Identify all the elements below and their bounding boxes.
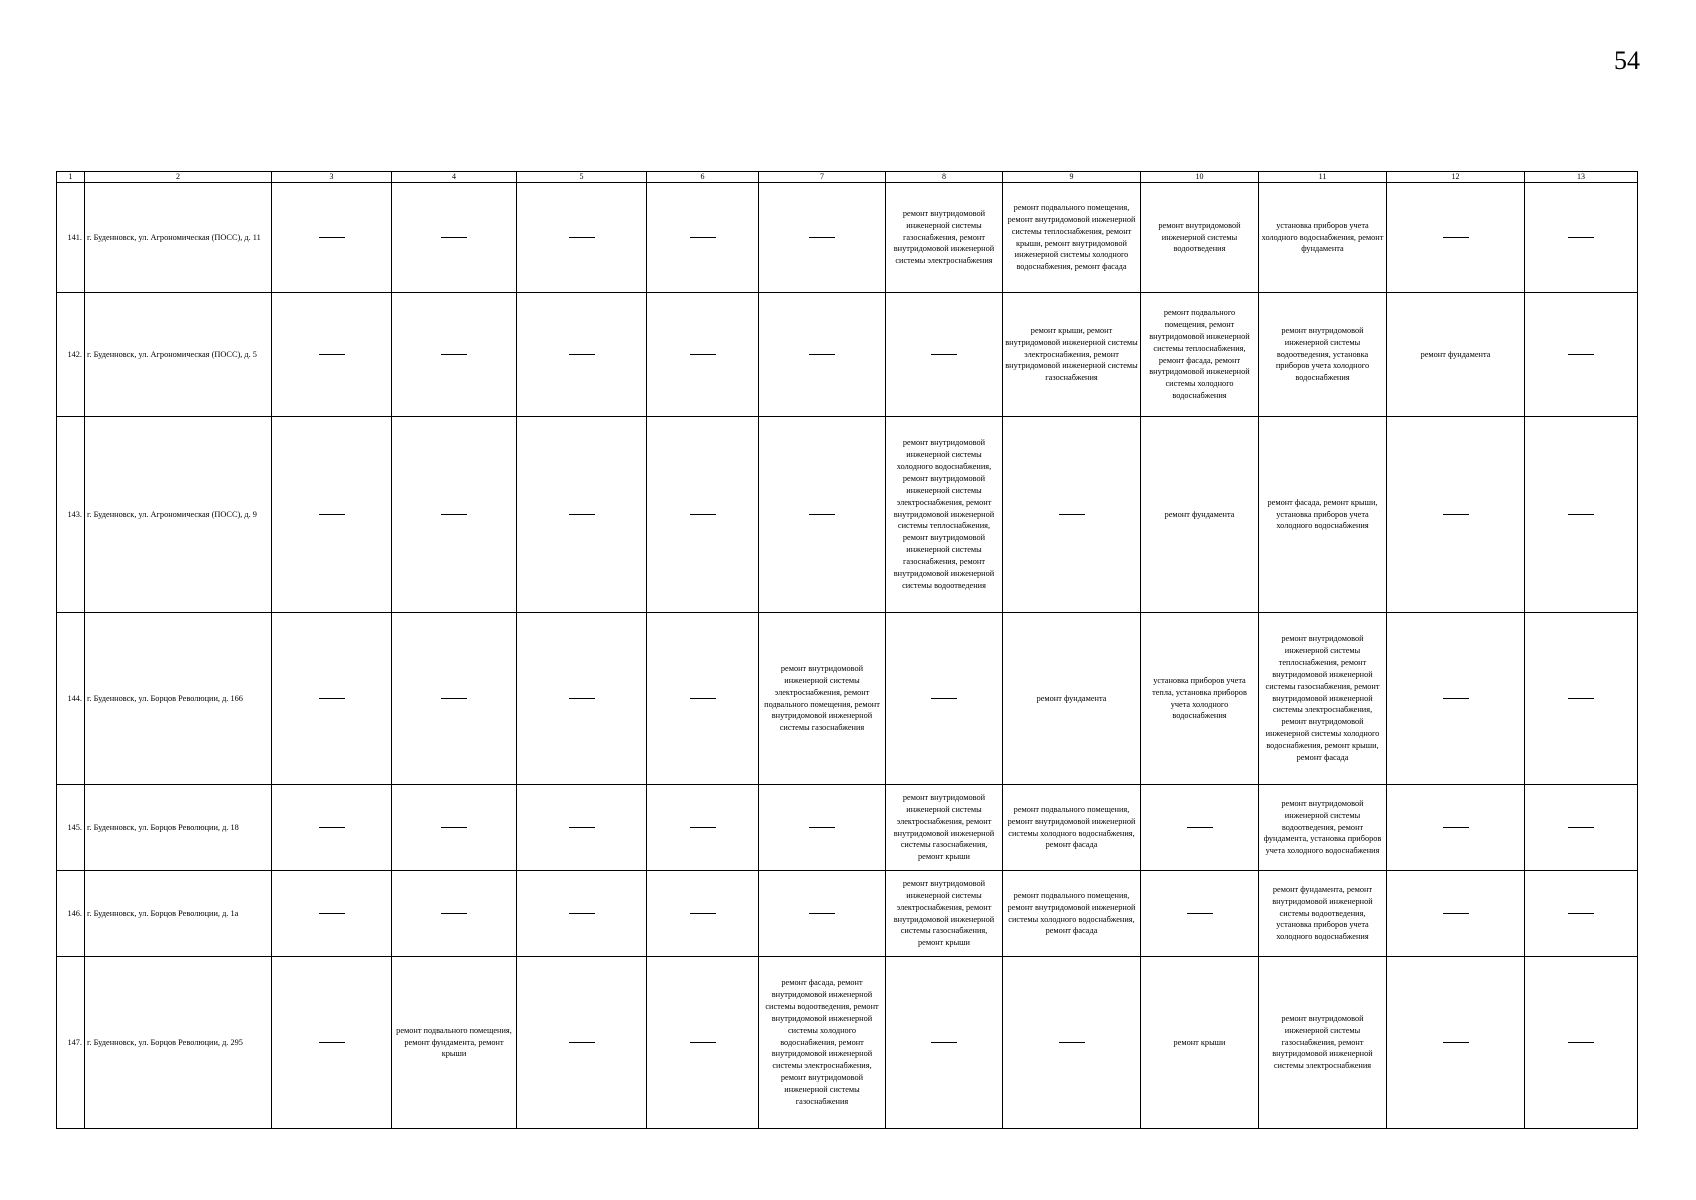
dash-mark <box>1187 827 1213 828</box>
dash-mark <box>931 354 957 355</box>
empty-cell <box>1387 957 1525 1129</box>
empty-cell <box>1525 293 1638 417</box>
column-number: 8 <box>886 172 1003 183</box>
column-number: 4 <box>392 172 517 183</box>
column-number-row <box>57 172 1638 183</box>
empty-cell <box>1387 183 1525 293</box>
work-cell: ремонт внутридомовой инженерной системы теплоснабжения, ремонт внутридомовой инженерной системы газоснабжения, ремонт внутридомовой инженерной системы электроснабжения, ремонт внутридомовой инженерной системы холодного водоснабжения, ремонт крыши, ремонт фасада <box>1259 613 1387 785</box>
table-row <box>57 293 1638 417</box>
empty-cell <box>759 871 886 957</box>
empty-cell <box>1387 417 1525 613</box>
work-cell: установка приборов учета холодного водоснабжения, ремонт фундамента <box>1259 183 1387 293</box>
empty-cell <box>759 183 886 293</box>
row-number: 145. <box>57 785 85 871</box>
dash-mark <box>319 237 345 238</box>
column-number: 6 <box>647 172 759 183</box>
dash-mark <box>690 354 716 355</box>
dash-mark <box>441 698 467 699</box>
empty-cell <box>1525 871 1638 957</box>
empty-cell <box>392 417 517 613</box>
empty-cell <box>517 785 647 871</box>
repair-schedule-table <box>56 171 1638 1129</box>
empty-cell <box>1525 417 1638 613</box>
work-cell: ремонт внутридомовой инженерной системы холодного водоснабжения, ремонт внутридомовой инженерной системы электроснабжения, ремонт внутридомовой инженерной системы теплоснабжения, ремонт внутридомовой инженерной системы газоснабжения, ремонт внутридомовой инженерной системы водоотведения <box>886 417 1003 613</box>
empty-cell <box>392 785 517 871</box>
row-number: 142. <box>57 293 85 417</box>
address-cell: г. Буденновск, ул. Борцов Революции, д. 1а <box>85 871 272 957</box>
dash-mark <box>809 827 835 828</box>
dash-mark <box>319 827 345 828</box>
dash-mark <box>569 514 595 515</box>
dash-mark <box>931 1042 957 1043</box>
dash-mark <box>569 1042 595 1043</box>
dash-mark <box>1059 514 1085 515</box>
empty-cell <box>272 293 392 417</box>
empty-cell <box>759 785 886 871</box>
empty-cell <box>517 871 647 957</box>
row-number: 141. <box>57 183 85 293</box>
empty-cell <box>392 293 517 417</box>
table-row <box>57 785 1638 871</box>
work-cell: ремонт фундамента, ремонт внутридомовой инженерной системы водоотведения, установка приборов учета холодного водоснабжения <box>1259 871 1387 957</box>
row-number: 143. <box>57 417 85 613</box>
dash-mark <box>690 698 716 699</box>
empty-cell <box>1141 785 1259 871</box>
empty-cell <box>1525 613 1638 785</box>
address-cell: г. Буденновск, ул. Агрономическая (ПОСС), д. 11 <box>85 183 272 293</box>
dash-mark <box>1568 354 1594 355</box>
dash-mark <box>569 827 595 828</box>
work-cell: ремонт крыши, ремонт внутридомовой инженерной системы электроснабжения, ремонт внутридомовой инженерной системы газоснабжения <box>1003 293 1141 417</box>
column-number: 11 <box>1259 172 1387 183</box>
work-cell: ремонт подвального помещения, ремонт внутридомовой инженерной системы теплоснабжения, ремонт крыши, ремонт внутридомовой инженерной системы холодного водоснабжения, ремонт фасада <box>1003 183 1141 293</box>
dash-mark <box>809 514 835 515</box>
dash-mark <box>569 913 595 914</box>
empty-cell <box>272 957 392 1129</box>
work-cell: ремонт внутридомовой инженерной системы водоотведения, установка приборов учета холодного водоснабжения <box>1259 293 1387 417</box>
work-cell: ремонт внутридомовой инженерной системы водоотведения <box>1141 183 1259 293</box>
work-cell: ремонт фундамента <box>1387 293 1525 417</box>
empty-cell <box>272 613 392 785</box>
work-cell: ремонт внутридомовой инженерной системы газоснабжения, ремонт внутридомовой инженерной системы электроснабжения <box>1259 957 1387 1129</box>
work-cell: ремонт внутридомовой инженерной системы водоотведения, ремонт фундамента, установка приборов учета холодного водоснабжения <box>1259 785 1387 871</box>
empty-cell <box>1525 785 1638 871</box>
dash-mark <box>441 827 467 828</box>
table-row <box>57 871 1638 957</box>
work-cell: ремонт подвального помещения, ремонт внутридомовой инженерной системы холодного водоснабжения, ремонт фасада <box>1003 785 1141 871</box>
dash-mark <box>690 1042 716 1043</box>
empty-cell <box>1525 183 1638 293</box>
row-number: 146. <box>57 871 85 957</box>
address-cell: г. Буденновск, ул. Борцов Революции, д. 295 <box>85 957 272 1129</box>
dash-mark <box>1059 1042 1085 1043</box>
work-cell: ремонт внутридомовой инженерной системы электроснабжения, ремонт внутридомовой инженерной системы газоснабжения, ремонт крыши <box>886 785 1003 871</box>
empty-cell <box>759 293 886 417</box>
dash-mark <box>319 1042 345 1043</box>
dash-mark <box>1443 1042 1469 1043</box>
column-number: 12 <box>1387 172 1525 183</box>
empty-cell <box>272 785 392 871</box>
work-cell: ремонт подвального помещения, ремонт фундамента, ремонт крыши <box>392 957 517 1129</box>
row-number: 144. <box>57 613 85 785</box>
empty-cell <box>517 417 647 613</box>
column-number: 3 <box>272 172 392 183</box>
column-number: 10 <box>1141 172 1259 183</box>
empty-cell <box>886 957 1003 1129</box>
work-cell: ремонт внутридомовой инженерной системы электроснабжения, ремонт подвального помещения, ремонт внутридомовой инженерной системы газоснабжения <box>759 613 886 785</box>
dash-mark <box>1568 827 1594 828</box>
address-cell: г. Буденновск, ул. Борцов Революции, д. 18 <box>85 785 272 871</box>
dash-mark <box>809 354 835 355</box>
work-cell: ремонт внутридомовой инженерной системы газоснабжения, ремонт внутридомовой инженерной системы электроснабжения <box>886 183 1003 293</box>
empty-cell <box>886 293 1003 417</box>
empty-cell <box>647 785 759 871</box>
work-cell: ремонт внутридомовой инженерной системы электроснабжения, ремонт внутридомовой инженерной системы газоснабжения, ремонт крыши <box>886 871 1003 957</box>
empty-cell <box>272 417 392 613</box>
work-cell: ремонт крыши <box>1141 957 1259 1129</box>
empty-cell <box>647 871 759 957</box>
work-cell: ремонт подвального помещения, ремонт внутридомовой инженерной системы холодного водоснабжения, ремонт фасада <box>1003 871 1141 957</box>
work-cell: ремонт фундамента <box>1141 417 1259 613</box>
dash-mark <box>569 237 595 238</box>
dash-mark <box>319 354 345 355</box>
empty-cell <box>392 613 517 785</box>
dash-mark <box>690 237 716 238</box>
work-cell: ремонт фасада, ремонт крыши, установка приборов учета холодного водоснабжения <box>1259 417 1387 613</box>
empty-cell <box>647 417 759 613</box>
empty-cell <box>1003 957 1141 1129</box>
empty-cell <box>1387 785 1525 871</box>
empty-cell <box>272 871 392 957</box>
dash-mark <box>441 354 467 355</box>
table-row <box>57 613 1638 785</box>
empty-cell <box>1387 613 1525 785</box>
dash-mark <box>569 354 595 355</box>
empty-cell <box>517 613 647 785</box>
empty-cell <box>392 183 517 293</box>
page-number: 54 <box>1614 46 1640 75</box>
empty-cell <box>647 613 759 785</box>
work-cell: ремонт фундамента <box>1003 613 1141 785</box>
empty-cell <box>517 293 647 417</box>
dash-mark <box>690 913 716 914</box>
column-number: 13 <box>1525 172 1638 183</box>
dash-mark <box>1568 237 1594 238</box>
dash-mark <box>319 514 345 515</box>
dash-mark <box>1568 1042 1594 1043</box>
table-row <box>57 957 1638 1129</box>
work-cell: ремонт фасада, ремонт внутридомовой инженерной системы водоотведения, ремонт внутридомовой инженерной системы холодного водоснабжения, ремонт внутридомовой инженерной системы электроснабжения, ремонт внутридомовой инженерной системы газоснабжения <box>759 957 886 1129</box>
address-cell: г. Буденновск, ул. Агрономическая (ПОСС), д. 5 <box>85 293 272 417</box>
column-number: 1 <box>57 172 85 183</box>
empty-cell <box>1525 957 1638 1129</box>
empty-cell <box>1141 871 1259 957</box>
column-number: 7 <box>759 172 886 183</box>
empty-cell <box>517 957 647 1129</box>
dash-mark <box>1568 913 1594 914</box>
address-cell: г. Буденновск, ул. Борцов Революции, д. 166 <box>85 613 272 785</box>
dash-mark <box>1443 514 1469 515</box>
table-row <box>57 183 1638 293</box>
empty-cell <box>886 613 1003 785</box>
row-number: 147. <box>57 957 85 1129</box>
dash-mark <box>1443 237 1469 238</box>
address-cell: г. Буденновск, ул. Агрономическая (ПОСС), д. 9 <box>85 417 272 613</box>
dash-mark <box>1187 913 1213 914</box>
empty-cell <box>392 871 517 957</box>
dash-mark <box>441 237 467 238</box>
dash-mark <box>1568 514 1594 515</box>
column-number: 2 <box>85 172 272 183</box>
empty-cell <box>647 293 759 417</box>
dash-mark <box>690 827 716 828</box>
column-number: 5 <box>517 172 647 183</box>
dash-mark <box>319 698 345 699</box>
dash-mark <box>319 913 345 914</box>
empty-cell <box>272 183 392 293</box>
empty-cell <box>1003 417 1141 613</box>
dash-mark <box>690 514 716 515</box>
table-row <box>57 417 1638 613</box>
work-cell: установка приборов учета тепла, установка приборов учета холодного водоснабжения <box>1141 613 1259 785</box>
dash-mark <box>1443 913 1469 914</box>
dash-mark <box>931 698 957 699</box>
dash-mark <box>1443 827 1469 828</box>
empty-cell <box>647 183 759 293</box>
dash-mark <box>441 514 467 515</box>
dash-mark <box>809 913 835 914</box>
dash-mark <box>441 913 467 914</box>
dash-mark <box>1568 698 1594 699</box>
work-cell: ремонт подвального помещения, ремонт внутридомовой инженерной системы теплоснабжения, ремонт фасада, ремонт внутридомовой инженерной системы холодного водоснабжения <box>1141 293 1259 417</box>
dash-mark <box>809 237 835 238</box>
dash-mark <box>569 698 595 699</box>
dash-mark <box>1443 698 1469 699</box>
empty-cell <box>517 183 647 293</box>
empty-cell <box>647 957 759 1129</box>
empty-cell <box>1387 871 1525 957</box>
empty-cell <box>759 417 886 613</box>
column-number: 9 <box>1003 172 1141 183</box>
